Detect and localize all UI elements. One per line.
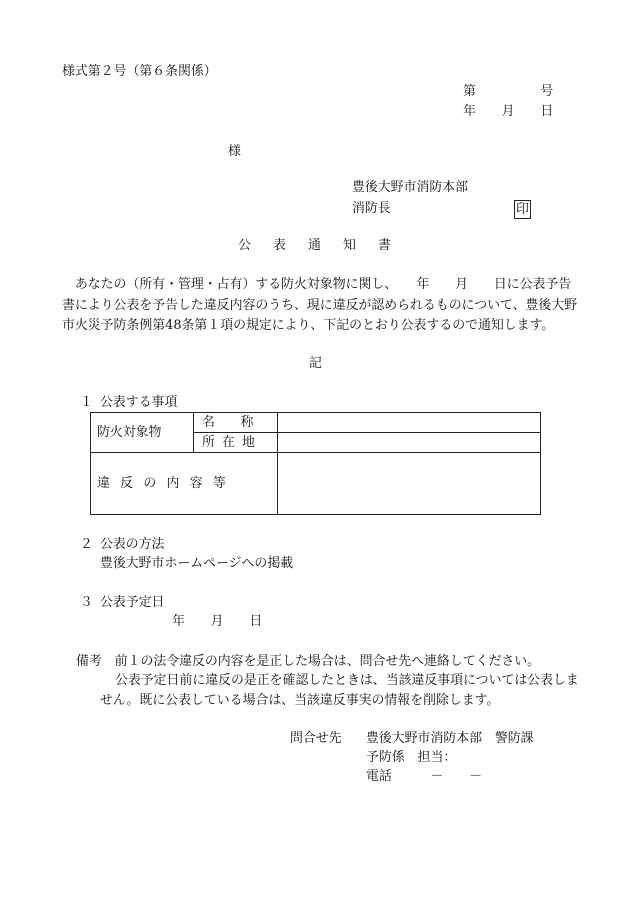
section-heading: 公表予定日 [100,595,165,610]
body-line: 書により公表を予告した違反内容のうち、現に違反が認められるものについて、豊後大野 [62,298,578,313]
document-number: 第 号 [463,84,554,99]
seal-mark: 印 [514,200,531,219]
violation-value-cell [278,453,541,515]
table-row [91,453,541,515]
section-number: １ [80,395,93,410]
section-content: 豊後大野市ホームページへの掲載 [100,556,294,571]
location-label-cell [194,433,278,453]
document-date: 年 月 日 [463,104,554,119]
location-label: 所 在 地 [202,434,252,450]
remarks-line: 備考 前１の法令違反の内容を是正した場合は、問合せ先へ連絡してください。 [76,654,541,669]
sender-organization: 豊後大野市消防本部 [352,180,469,195]
violation-label-cell [91,453,278,515]
section-heading: 公表の方法 [100,537,165,552]
publication-items-table [90,412,541,515]
violation-label: 違 反 の 内 容 等 [97,475,225,491]
contact-phone: 電話 － － [366,769,483,784]
addressee-suffix: 様 [228,144,241,159]
name-value-cell [278,413,541,433]
remarks-line: 公表予定日前に違反の是正を確認したときは、当該違反事項については公表しま [115,673,579,688]
section-content: 年 月 日 [172,614,263,629]
contact-department: 豊後大野市消防本部 警防課 [366,731,534,746]
ki-heading: 記 [309,356,322,371]
body-line: あなたの（所有・管理・占有）する防火対象物に関し、 年 月 日に公表予告 [62,277,572,292]
body-line: 市火災予防条例第48条第１項の規定により、下記のとおり公表するので通知します。 [62,318,555,333]
form-label: 様式第２号（第６条関係） [62,64,217,79]
name-label: 名 称 [202,414,254,430]
contact-label: 問合せ先 [290,731,342,746]
section-heading: 公表する事項 [100,395,178,410]
name-label-cell [194,413,278,433]
section-number: ３ [80,595,93,610]
document-title: 公 表 通 知 書 [238,238,396,253]
fire-object-label: 防火対象物 [97,424,162,440]
sender-title: 消防長 [352,201,391,216]
location-value-cell [278,433,541,453]
table-row [91,413,541,433]
contact-section: 予防係 担当： [366,750,457,765]
remarks-line: せん。既に公表している場合は、当該違反事実の情報を削除します。 [100,693,500,708]
section-number: ２ [80,537,93,552]
fire-object-label-cell [91,413,194,453]
